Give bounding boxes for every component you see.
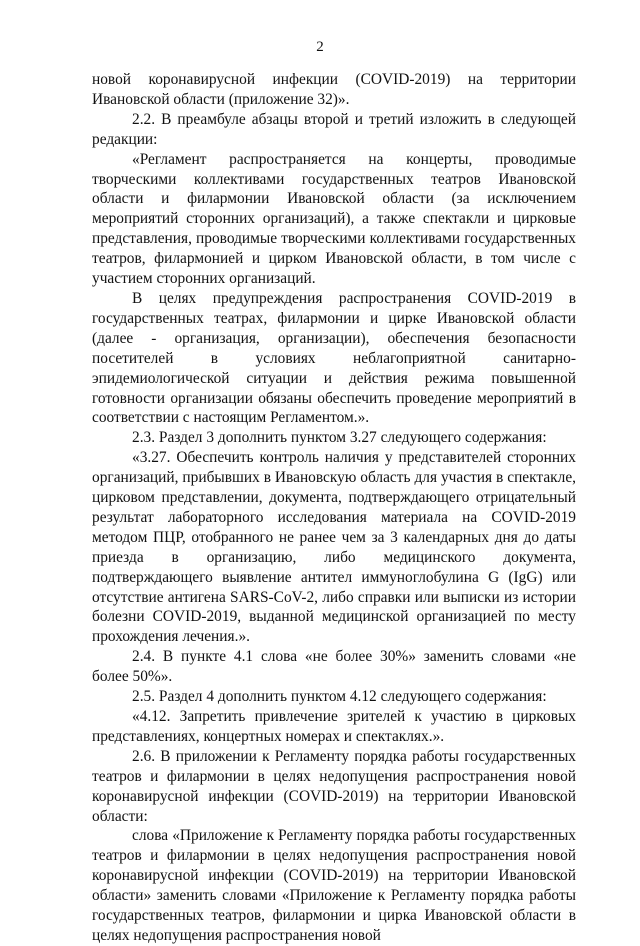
paragraph-2-5: 2.5. Раздел 4 дополнить пунктом 4.12 следующего содержания: <box>132 688 547 706</box>
paragraph-covid-prevention: В целях предупреждения распространения COVID-2019 в государственных театрах, филармонии и цирке Ивановской области (далее - организация, организации), обеспечения безопасности посетителей в условиях неблагоприятной санитарно-эпидемиологической ситуации и действия режима повышенной готовности организации обязаны обеспечить проведение мероприятий в соответствии с настоящим Регламентом.». <box>92 289 576 427</box>
paragraph-2-4: 2.4. В пункте 4.1 слова «не более 30%» заменить словами «не более 50%». <box>92 648 576 686</box>
paragraph-replacement: слова «Приложение к Регламенту порядка работы государственных театров и филармонии в целях недопущения распространения новой коронавирусной инфекции (COVID-2019) на территории Ивановской области» заменить словами «Приложение к Регламенту порядка работы государственных театров, филармонии и цирка Ивановской области в целях недопущения распространения новой <box>92 827 576 944</box>
paragraph-4-12: «4.12. Запретить привлечение зрителей к участию в цирковых представлениях, концертных номерах и спектаклях.». <box>92 708 576 745</box>
document-body <box>92 70 576 946</box>
paragraph-2-6: 2.6. В приложении к Регламенту порядка работы государственных театров и филармонии в целях недопущения распространения новой коронавирусной инфекции (COVID-2019) на территории Ивановской области: <box>92 747 576 825</box>
paragraph-continuation: новой коронавирусной инфекции (COVID-2019) на территории Ивановской области (приложение 32)». <box>92 71 576 108</box>
paragraph-preamble-quote: «Регламент распространяется на концерты, проводимые творческими коллективами государственных театров Ивановской области и филармонии Ивановской области (за исключением мероприятий сторонних организаций), а также спектакли и цирковые представления, проводимые творческими коллективами государственных театров, филармонией и цирком Ивановской области, в том числе с участием сторонних организаций. <box>92 150 576 288</box>
page-number: 2 <box>316 39 324 55</box>
paragraph-2-2: 2.2. В преамбуле абзацы второй и третий изложить в следующей редакции: <box>92 110 576 148</box>
paragraph-2-3: 2.3. Раздел 3 дополнить пунктом 3.27 следующего содержания: <box>132 429 547 447</box>
paragraph-3-27: «3.27. Обеспечить контроль наличия у представителей сторонних организаций, прибывших в Ивановскую область для участия в спектакле, цирковом представлении, документа, подтверждающего отрицательный результат лабораторного исследования материала на COVID-2019 методом ПЦР, отобранного не ранее чем за 3 календарных дня до даты приезда в организацию, либо медицинского документа, подтверждающего выявление антител иммуноглобулина G (IgG) или отсутствие антигена SARS-CoV-2, либо справки или выписки из истории болезни COVID-2019, выданной медицинской организацией по месту прохождения лечения.». <box>92 449 576 646</box>
